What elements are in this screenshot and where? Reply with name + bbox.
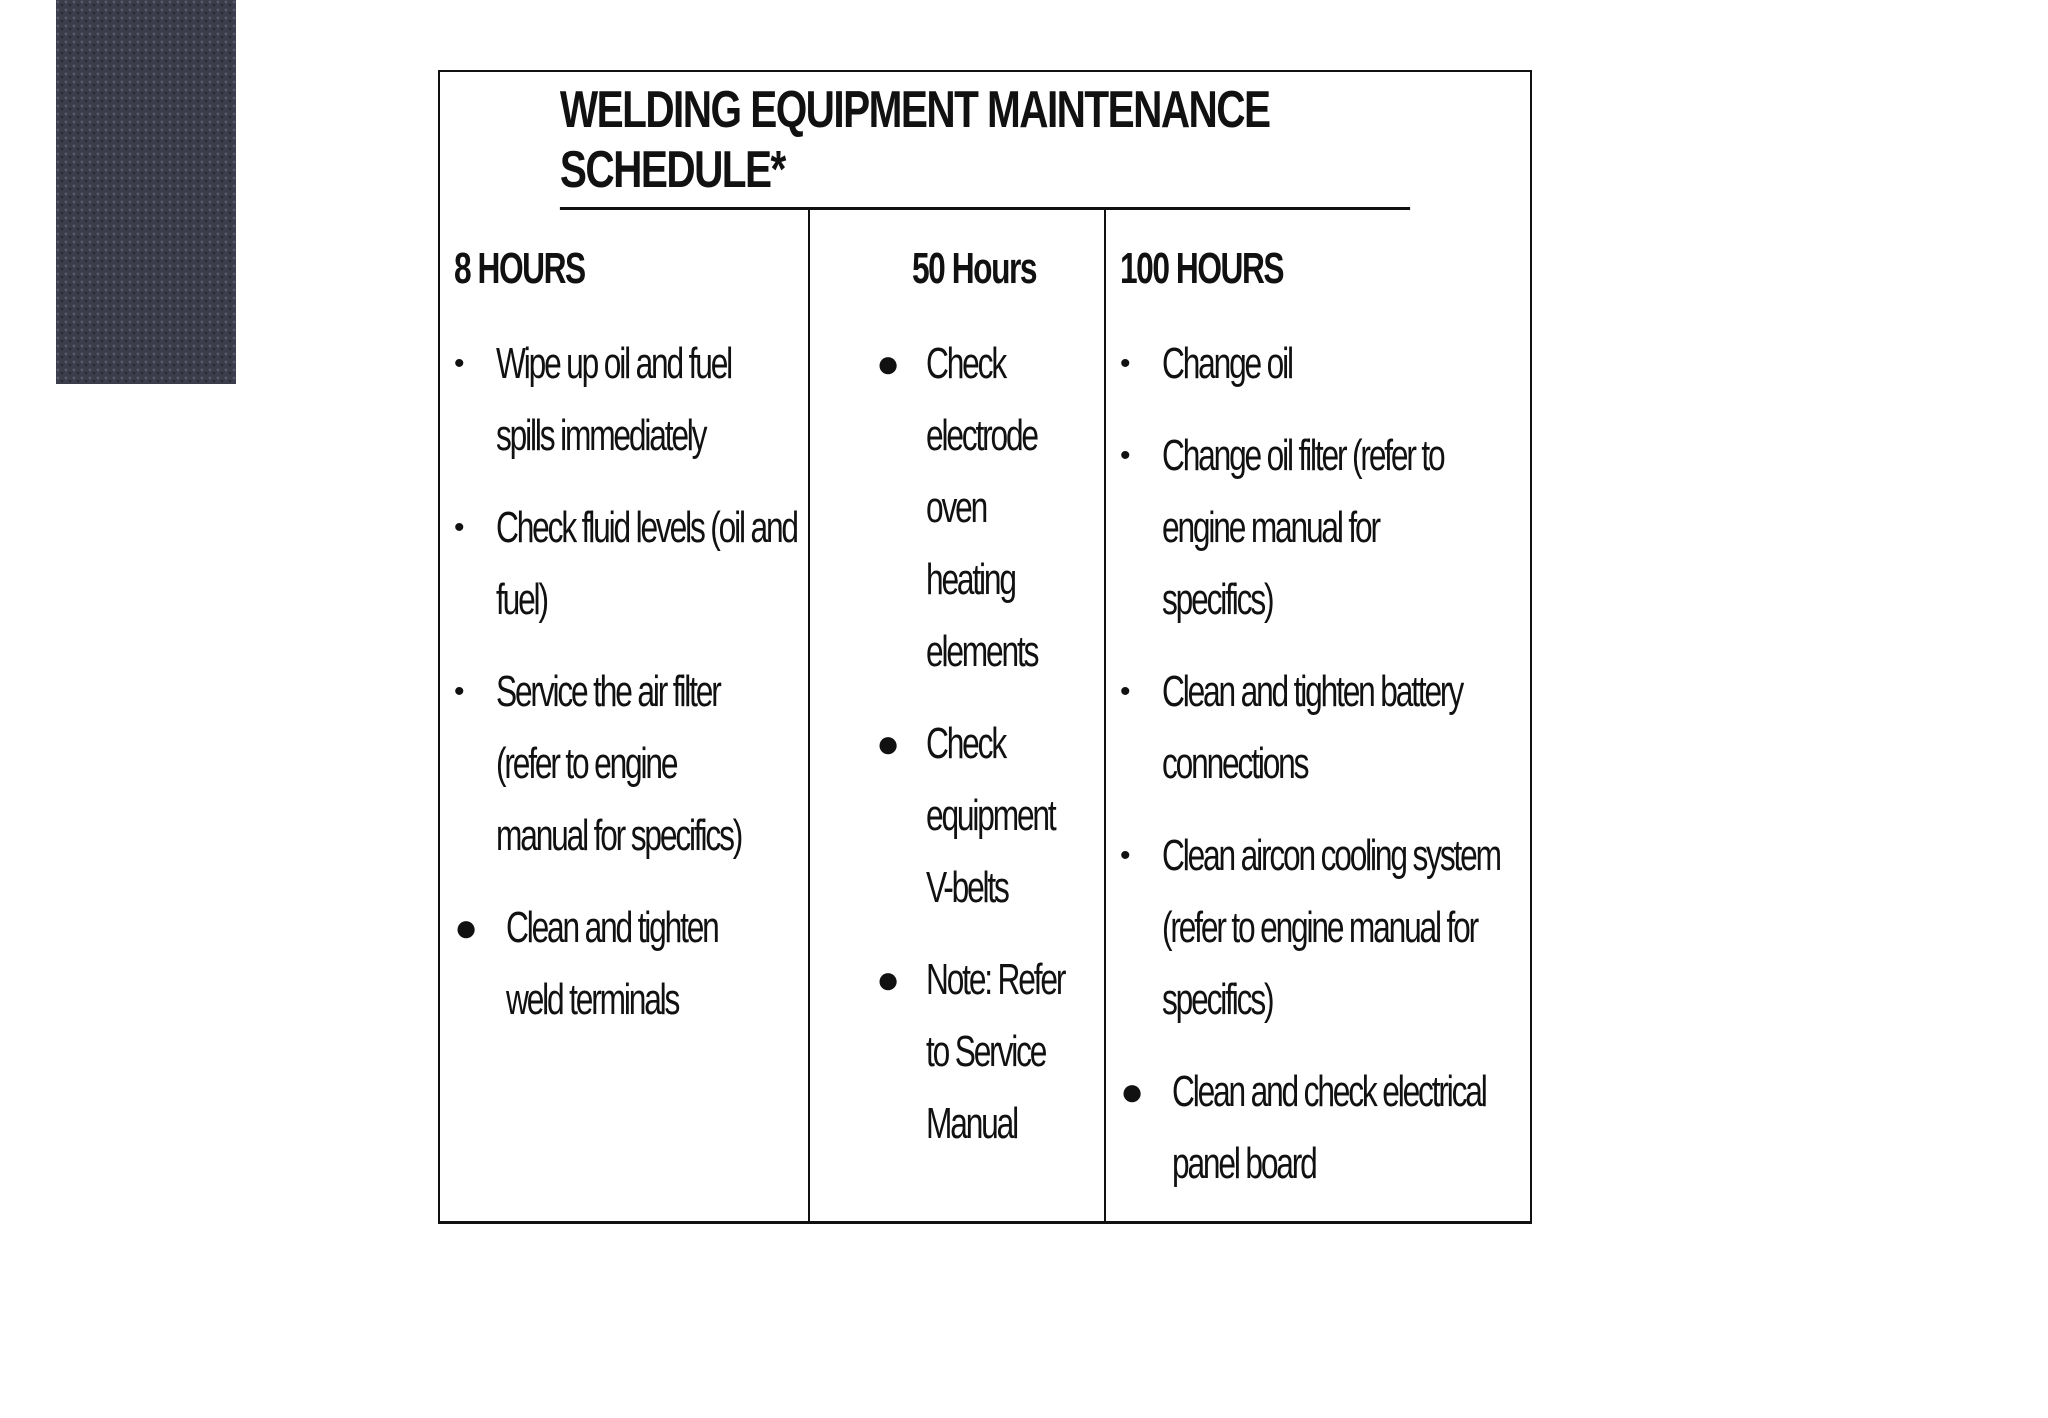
list-item bbox=[454, 328, 808, 472]
list-item bbox=[454, 492, 808, 636]
column-heading: 100 HOURS bbox=[1120, 244, 1284, 293]
bullet-icon: • bbox=[454, 511, 465, 544]
task-text: Change oil filter (refer to engine manual for specifics) bbox=[1162, 431, 1444, 624]
task-text: Clean aircon cooling system (refer to engine manual for specifics) bbox=[1162, 831, 1500, 1024]
list-item bbox=[876, 708, 1104, 924]
column-50-hours bbox=[810, 210, 1106, 1221]
column-100-hours bbox=[1106, 210, 1652, 1221]
maintenance-schedule-table bbox=[438, 70, 1532, 1224]
bullet-icon: ● bbox=[876, 958, 901, 1002]
list-item bbox=[1120, 820, 1652, 1036]
list-item bbox=[1120, 656, 1652, 800]
column-heading: 8 HOURS bbox=[454, 244, 585, 293]
list-item bbox=[454, 892, 808, 1036]
schedule-title: WELDING EQUIPMENT MAINTENANCE SCHEDULE* bbox=[560, 72, 1410, 210]
column-heading: 50 Hours bbox=[912, 244, 1037, 293]
task-text: Note: Refer to Service Manual bbox=[926, 955, 1065, 1148]
task-text: Change oil bbox=[1162, 339, 1292, 388]
task-text: Check electrode oven heating elements bbox=[926, 339, 1038, 676]
task-text: Wipe up oil and fuel spills immediately bbox=[496, 339, 732, 460]
bullet-icon: • bbox=[1120, 347, 1131, 380]
task-list bbox=[1120, 328, 1652, 1200]
bullet-icon: ● bbox=[1120, 1070, 1145, 1114]
task-text: Clean and tighten weld terminals bbox=[506, 903, 718, 1024]
list-item bbox=[876, 328, 1104, 688]
bullet-icon: • bbox=[1120, 839, 1131, 872]
schedule-columns bbox=[440, 210, 1530, 1221]
bullet-icon: • bbox=[454, 675, 465, 708]
task-text: Clean and tighten battery connections bbox=[1162, 667, 1463, 788]
task-text: Check equipment V-belts bbox=[926, 719, 1055, 912]
list-item bbox=[1120, 328, 1652, 400]
bullet-icon: ● bbox=[876, 342, 901, 386]
list-item bbox=[1120, 1056, 1652, 1200]
decorative-texture-panel bbox=[56, 0, 236, 384]
bullet-icon: • bbox=[1120, 439, 1131, 472]
bullet-icon: ● bbox=[454, 906, 479, 950]
bullet-icon: • bbox=[454, 347, 465, 380]
list-item bbox=[454, 656, 808, 872]
column-8-hours bbox=[440, 210, 810, 1221]
bullet-icon: ● bbox=[876, 722, 901, 766]
task-text: Service the air filter (refer to engine manual for specifics) bbox=[496, 667, 742, 860]
list-item bbox=[1120, 420, 1652, 636]
list-item bbox=[876, 944, 1104, 1160]
task-list bbox=[454, 328, 808, 1036]
task-list bbox=[876, 328, 1104, 1160]
bullet-icon: • bbox=[1120, 675, 1131, 708]
task-text: Check fluid levels (oil and fuel) bbox=[496, 503, 797, 624]
task-text: Clean and check electrical panel board bbox=[1172, 1067, 1486, 1188]
